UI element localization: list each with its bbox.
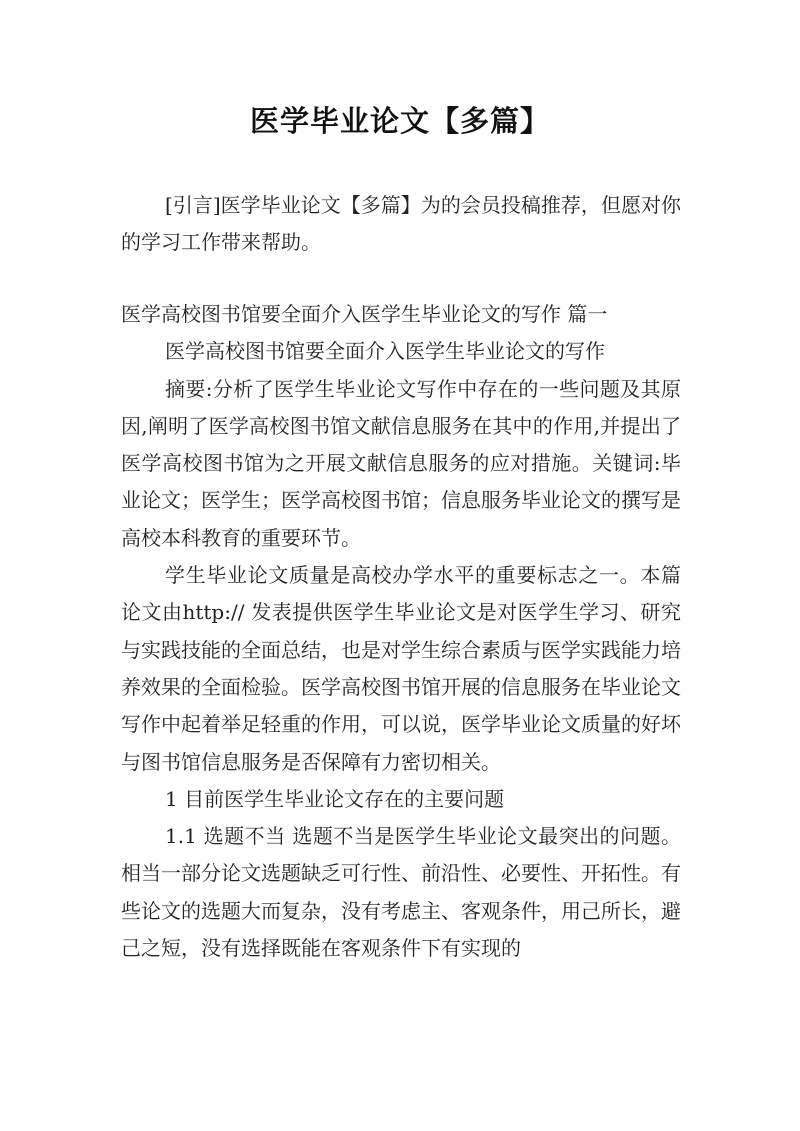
article-section — [121, 296, 681, 967]
abstract-paragraph: 摘要:分析了医学生毕业论文写作中存在的一些问题及其原因,阐明了医学高校图书馆文献信息服务在其中的作用,并提出了医学高校图书馆为之开展文献信息服务的应对措施。关键词:毕业论文；医学生；医学高校图书馆；信息服务毕业论文的撰写是高校本科教育的重要环节。 — [121, 376, 681, 550]
heading-1: 1 目前医学生毕业论文存在的主要问题 — [165, 786, 505, 811]
article-title: 医学高校图书馆要全面介入医学生毕业论文的写作 — [165, 339, 605, 364]
section-heading: 医学高校图书馆要全面介入医学生毕业论文的写作 篇一 — [121, 302, 608, 326]
document-title: 医学毕业论文【多篇】 — [249, 104, 550, 138]
paragraph-1-1: 1.1 选题不当 选题不当是医学生毕业论文最突出的问题。相当一部分论文选题缺乏可行性、前沿性、必要性、开拓性。有些论文的选题大而复杂，没有考虑主、客观条件，用己所长，避己之短，没有选择既能在客观条件下有实现的 — [121, 824, 681, 961]
quality-paragraph: 学生毕业论文质量是高校办学水平的重要标志之一。本篇论文由http:// 发表提供医学生毕业论文是对医学生学习、研究与实践技能的全面总结，也是对学生综合素质与医学实践能力培养效果的全面检验。医学高校图书馆开展的信息服务在毕业论文写作中起着举足轻重的作用，可以说，医学毕业论文质量的好坏与图书馆信息服务是否保障有力密切相关。 — [121, 563, 681, 774]
intro-paragraph: [引言]医学毕业论文【多篇】为的会员投稿推荐，但愿对你的学习工作带来帮助。 — [121, 193, 681, 255]
